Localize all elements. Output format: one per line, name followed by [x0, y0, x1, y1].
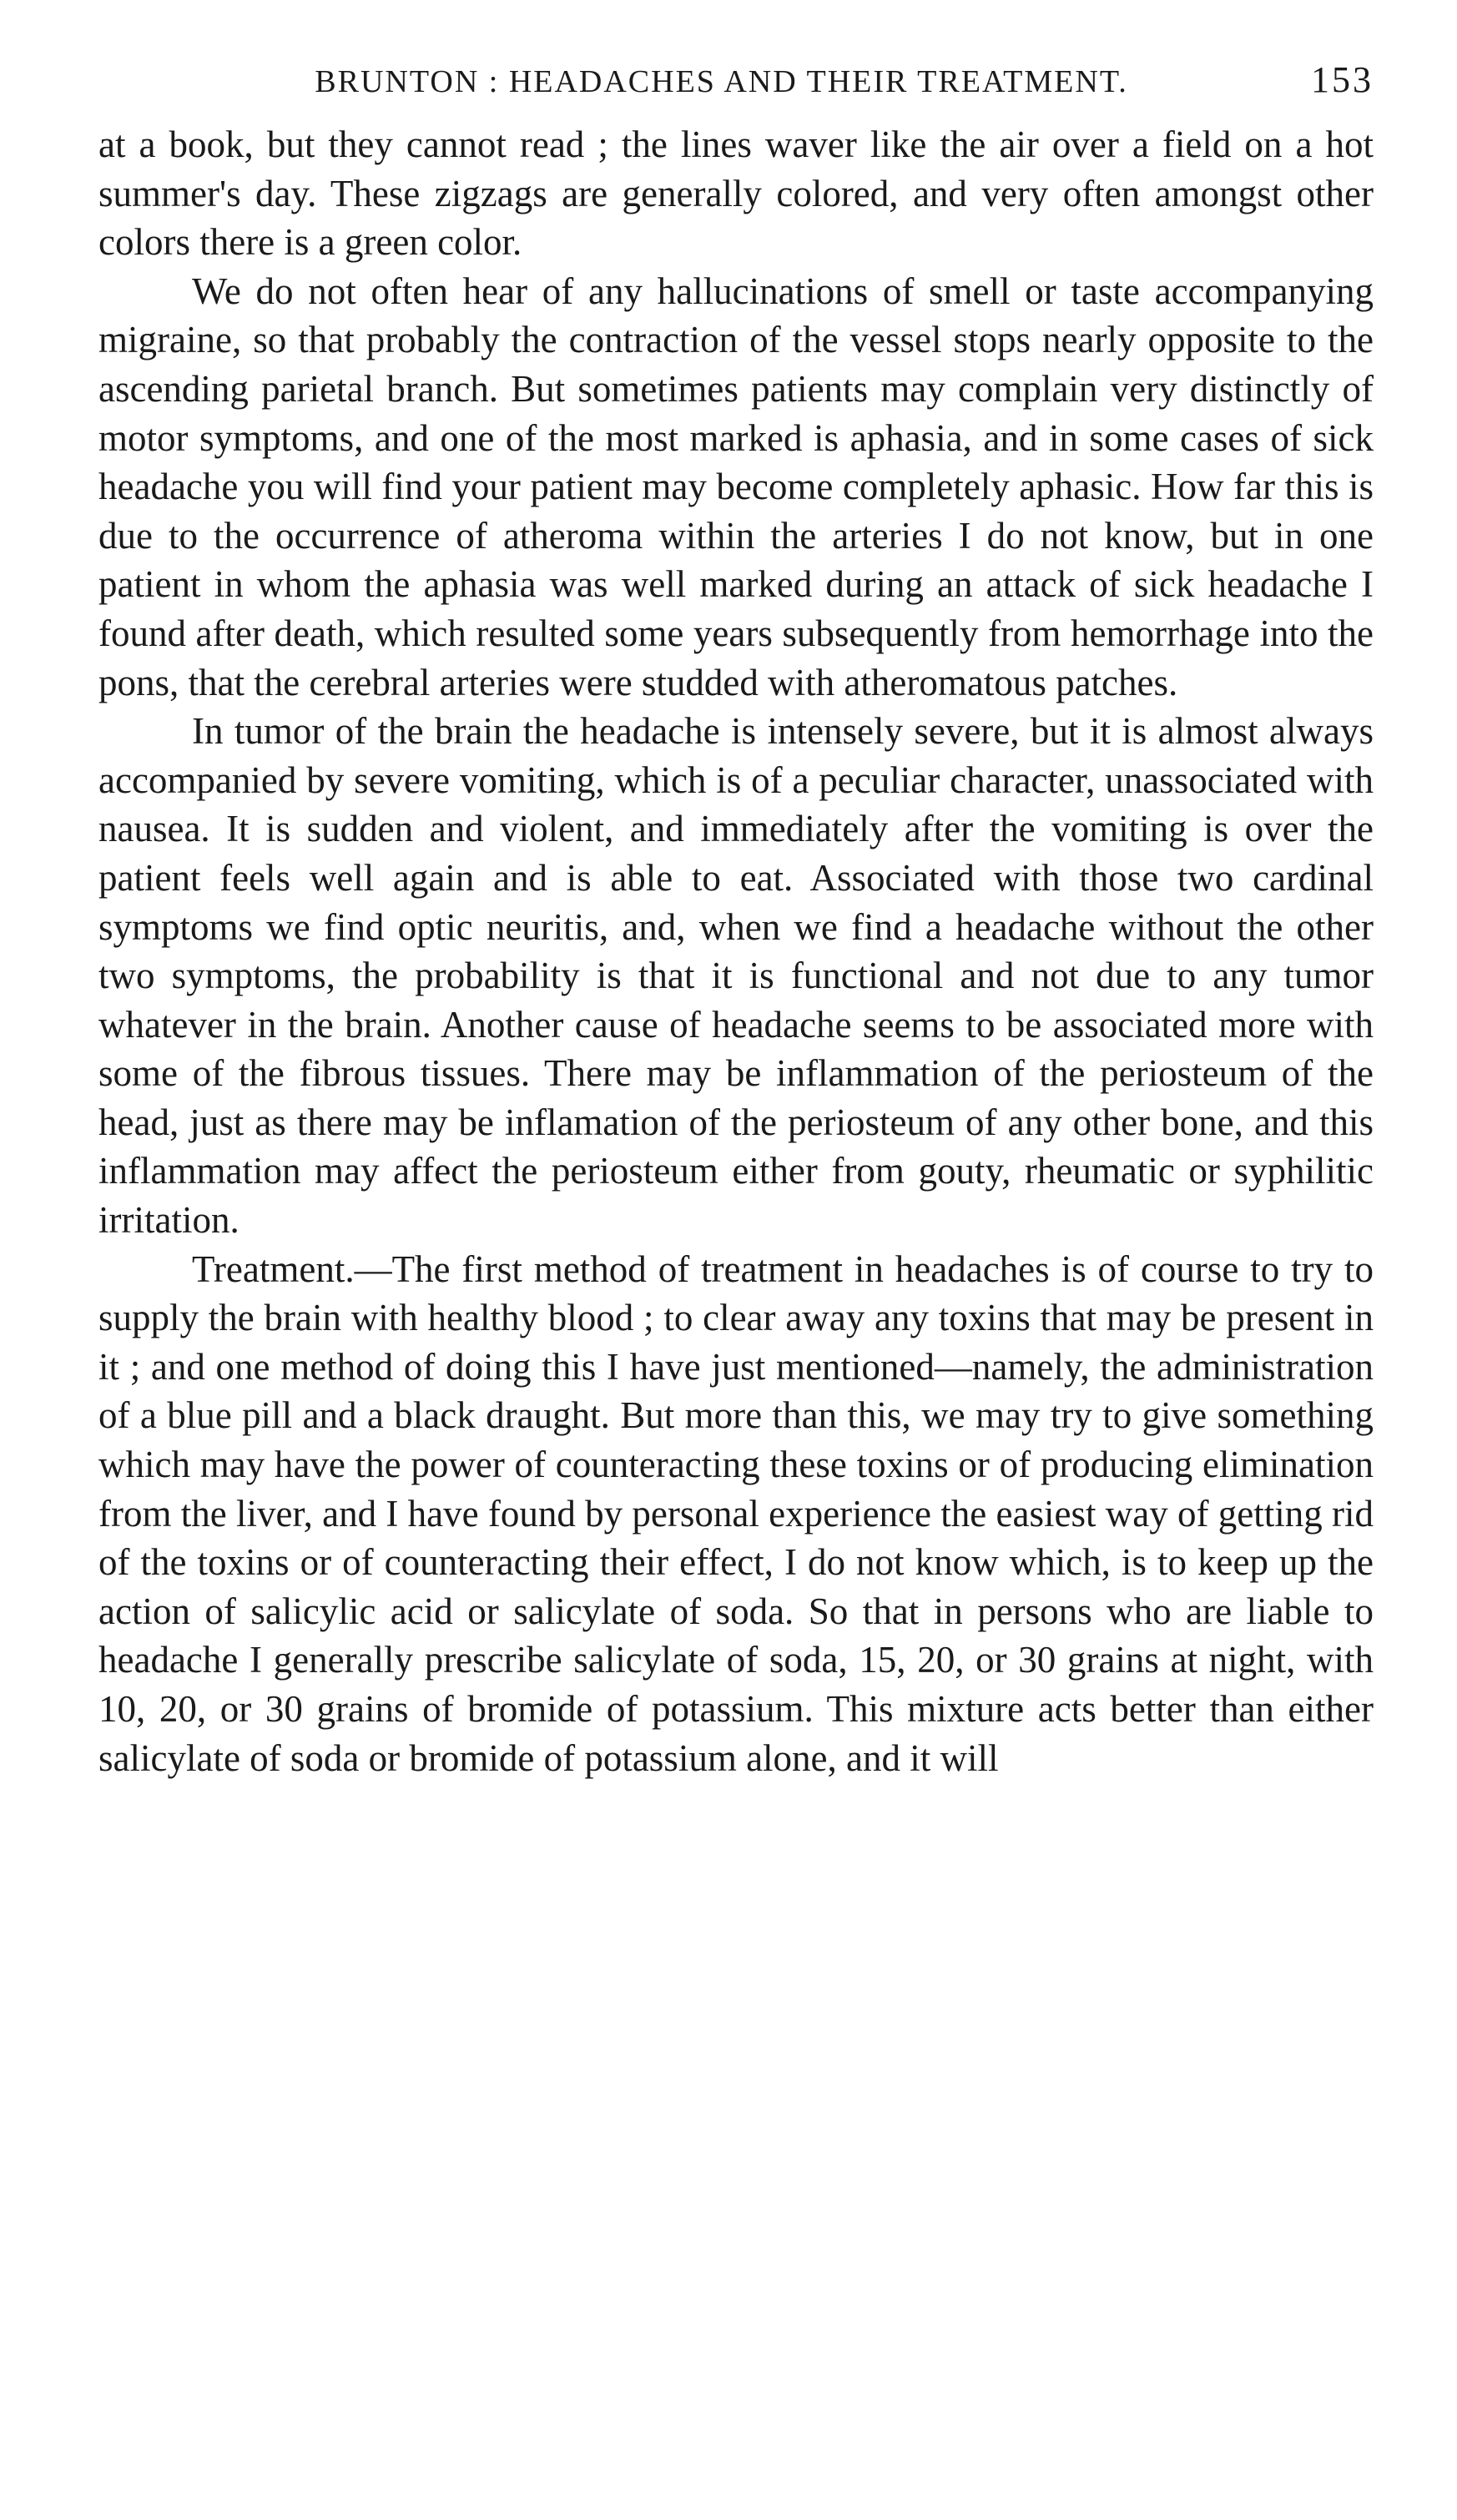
- body-text: [98, 120, 1374, 1782]
- paragraph-continuation: at a book, but they cannot read ; the lines waver like the air over a field on a hot summer's day. These zigzags are generally colored, and very often amongst other colors there is a green color.: [98, 123, 1374, 264]
- document-page: [98, 58, 1374, 1782]
- running-head: [98, 58, 1374, 108]
- page-number: 153: [1311, 59, 1374, 100]
- paragraph-tumor: In tumor of the brain the headache is intensely severe, but it is almost always accompanied by severe vomiting, which is of a peculiar character, unassociated with nausea. It is sudden and violent, and immediately after the vomiting is over the patient feels well again and is able to eat. Associated with those two cardinal symptoms we find optic neuritis, and, when we find a headache without the other two symptoms, the probability is that it is functional and not due to any tumor whatever in the brain. Another cause of headache seems to be associated more with some of the fibrous tissues. There may be inflammation of the periosteum of the head, just as there may be inflamation of the periosteum of any other bone, and this inflammation may affect the periosteum either from gouty, rheumatic or syphilitic irritation.: [98, 710, 1374, 1242]
- running-head-title: BRUNTON : HEADACHES AND THEIR TREATMENT.: [315, 64, 1128, 99]
- paragraph-treatment: Treatment.—The first method of treatment in headaches is of course to try to supply the brain with healthy blood ; to clear away any toxins that may be present in it ; and one method of doing this I have just mentioned—namely, the administration of a blue pill and a black draught. But more than this, we may try to give something which may have the power of counteracting these toxins or of producing elimination from the liver, and I have found by personal experience the easiest way of getting rid of the toxins or of counteracting their effect, I do not know which, is to keep up the action of salicylic acid or salicylate of soda. So that in persons who are liable to headache I generally prescribe salicylate of soda, 15, 20, or 30 grains at night, with 10, 20, or 30 grains of bromide of potassium. This mixture acts better than either salicylate of soda or bromide of potassium alone, and it will: [98, 1247, 1374, 1779]
- paragraph-migraine: We do not often hear of any hallucinations of smell or taste accompanying migraine, so that probably the contraction of the vessel stops nearly opposite to the ascending parietal branch. But sometimes patients may complain very distinctly of motor symptoms, and one of the most marked is aphasia, and in some cases of sick headache you will find your patient may become completely aphasic. How far this is due to the occurrence of atheroma within the arteries I do not know, but in one patient in whom the aphasia was well marked during an attack of sick headache I found after death, which resulted some years subsequently from hemorrhage into the pons, that the cerebral arteries were studded with atheromatous patches.: [98, 270, 1374, 703]
